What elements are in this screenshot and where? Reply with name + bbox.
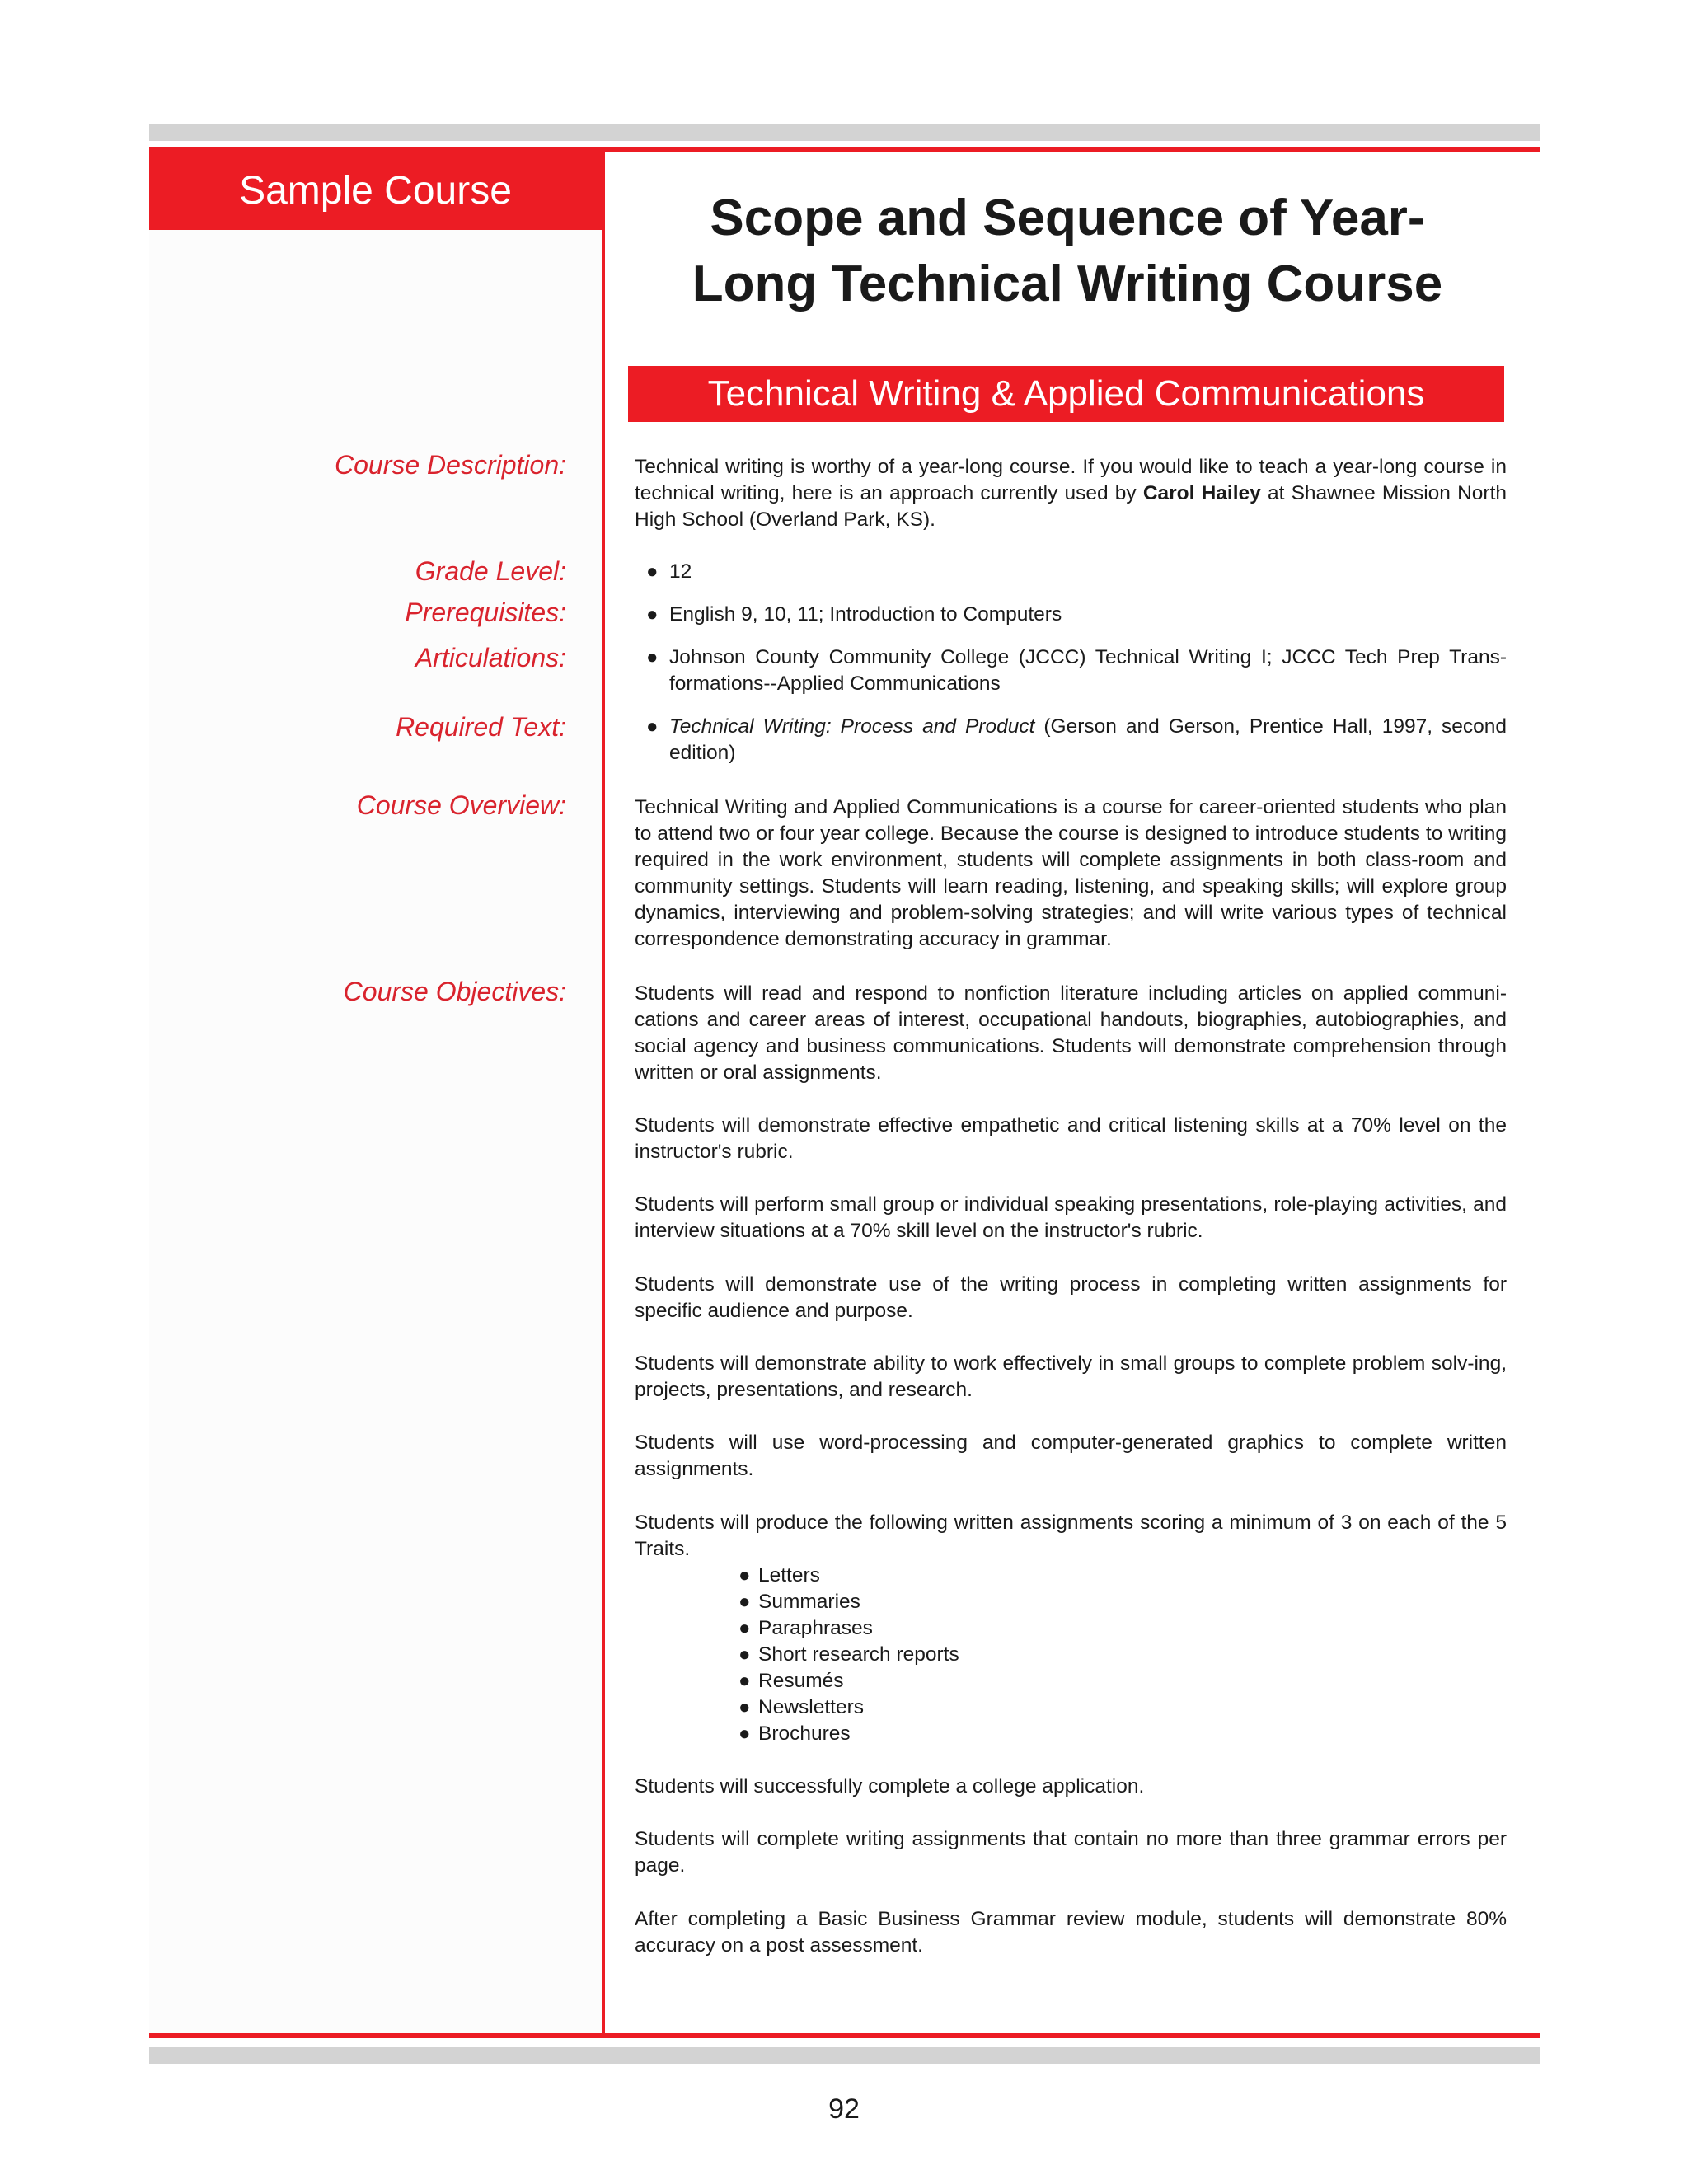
- bullet-icon: ●: [738, 1643, 751, 1666]
- objective-paragraph: Students will demonstrate effective empathetic and critical listening skills at a 70% level on the instructor's rubric.: [635, 1114, 1507, 1163]
- objective-paragraph: Students will demonstrate use of the writing process in completing written assignments for specific audience and purpose.: [635, 1273, 1507, 1322]
- sample-course-banner: Sample Course: [149, 152, 602, 230]
- label-grade-level: Grade Level:: [415, 556, 566, 586]
- label-articulations: Articulations:: [415, 643, 566, 673]
- bottom-red-line: [149, 2033, 1540, 2038]
- top-gray-bar: [149, 124, 1540, 141]
- assignment-label: Short research reports: [758, 1643, 959, 1666]
- prerequisites-item: [646, 602, 1507, 628]
- objective-paragraph: After completing a Basic Business Grammar review module, students will demonstrate 80% accuracy on a post assessment.: [635, 1908, 1507, 1957]
- list-item: [738, 1615, 1151, 1642]
- objective-paragraph: Students will complete writing assignments that contain no more than three grammar errors per page.: [635, 1828, 1507, 1877]
- list-item: [738, 1642, 1151, 1668]
- objective-paragraph: Students will produce the following written assignments scoring a minimum of 3 on each of the 5 Traits.: [635, 1511, 1507, 1560]
- grade-level-item: [646, 559, 1507, 585]
- objective-paragraph: Students will demonstrate ability to work effectively in small groups to complete problem solv-ing, projects, presentations, and research.: [635, 1352, 1507, 1401]
- assignment-label: Letters: [758, 1564, 820, 1586]
- description-text-part2: at Shawnee Mission North High School (Overland Park, KS).: [635, 482, 1507, 531]
- page-title: Scope and Sequence of Year-Long Technical Writing Course: [692, 190, 1443, 312]
- assignment-label: Summaries: [758, 1591, 860, 1613]
- textbook-title: Technical Writing: Process and Product: [669, 715, 1035, 738]
- bullet-icon: ●: [646, 646, 659, 668]
- objective-paragraph: Students will perform small group or individual speaking presentations, role-playing activities, and interview situations at a 70% skill level on the instructor's rubric.: [635, 1193, 1507, 1242]
- assignment-label: Paraphrases: [758, 1617, 873, 1639]
- list-item: [738, 1668, 1151, 1694]
- label-required-text: Required Text:: [396, 712, 566, 742]
- course-overview-text: Technical Writing and Applied Communications is a course for career-oriented students who plan to attend two or four year college. Because the course is designed to introduce students to writing required in the work environment, students will complete assignments in both class-room and community settings. Students will learn reading, listening, and speaking skills; will explore group dynamics, interviewing and problem-solving strategies; and will write various types of technical correspondence demonstrating accuracy in grammar.: [635, 796, 1507, 950]
- bullet-icon: ●: [738, 1617, 751, 1639]
- list-item: [738, 1721, 1151, 1747]
- bottom-gray-bar: [149, 2047, 1540, 2064]
- bullet-icon: ●: [646, 560, 659, 583]
- prerequisites-value: English 9, 10, 11; Introduction to Computers: [669, 603, 1062, 626]
- textbook-details: (Gerson and Gerson, Prentice Hall, 1997, second edition): [669, 715, 1507, 764]
- list-item: [738, 1589, 1151, 1615]
- course-subtitle-banner: Technical Writing & Applied Communications: [628, 366, 1504, 422]
- label-prerequisites: Prerequisites:: [405, 598, 566, 627]
- bullet-icon: ●: [738, 1564, 751, 1586]
- articulations-item: [646, 644, 1507, 697]
- bullet-icon: ●: [738, 1591, 751, 1613]
- bullet-icon: ●: [738, 1670, 751, 1692]
- assignment-label: Newsletters: [758, 1696, 864, 1718]
- bullet-icon: ●: [738, 1722, 751, 1745]
- bullet-icon: ●: [646, 603, 659, 626]
- assignment-label: Resumés: [758, 1670, 844, 1692]
- instructor-name: Carol Hailey: [1142, 482, 1261, 504]
- page-number: 92: [828, 2093, 860, 2125]
- vertical-divider: [602, 148, 605, 2036]
- label-course-objectives: Course Objectives:: [343, 977, 566, 1006]
- label-course-overview: Course Overview:: [356, 790, 566, 820]
- label-course-description: Course Description:: [335, 450, 566, 480]
- assignment-label: Brochures: [758, 1722, 851, 1745]
- required-text-item: [646, 714, 1507, 766]
- list-item: [738, 1563, 1151, 1589]
- assignments-list: [738, 1563, 1151, 1747]
- articulations-value: Johnson County Community College (JCCC) Technical Writing I; JCCC Tech Prep Trans-formations--Applied Communications: [669, 646, 1507, 695]
- bullet-icon: ●: [738, 1696, 751, 1718]
- objective-paragraph: Students will use word-processing and computer-generated graphics to complete written assignments.: [635, 1432, 1507, 1480]
- objective-paragraph: Students will read and respond to nonfiction literature including articles on applied communi-cations and career areas of interest, occupational handouts, biographies, autobiographies, and social agency and business communications. Students will demonstrate comprehension through written or oral assignments.: [635, 982, 1507, 1084]
- objective-paragraph: Students will successfully complete a college application.: [635, 1775, 1145, 1797]
- sidebar-background: [149, 229, 602, 2036]
- grade-level-value: 12: [669, 560, 692, 583]
- bullet-icon: ●: [646, 715, 659, 738]
- description-text-part1: Technical writing is worthy of a year-long course. If you would like to teach a year-long course in technical writing, here is an approach currently used by: [635, 456, 1507, 504]
- course-description-text: [635, 454, 1507, 533]
- list-item: [738, 1694, 1151, 1721]
